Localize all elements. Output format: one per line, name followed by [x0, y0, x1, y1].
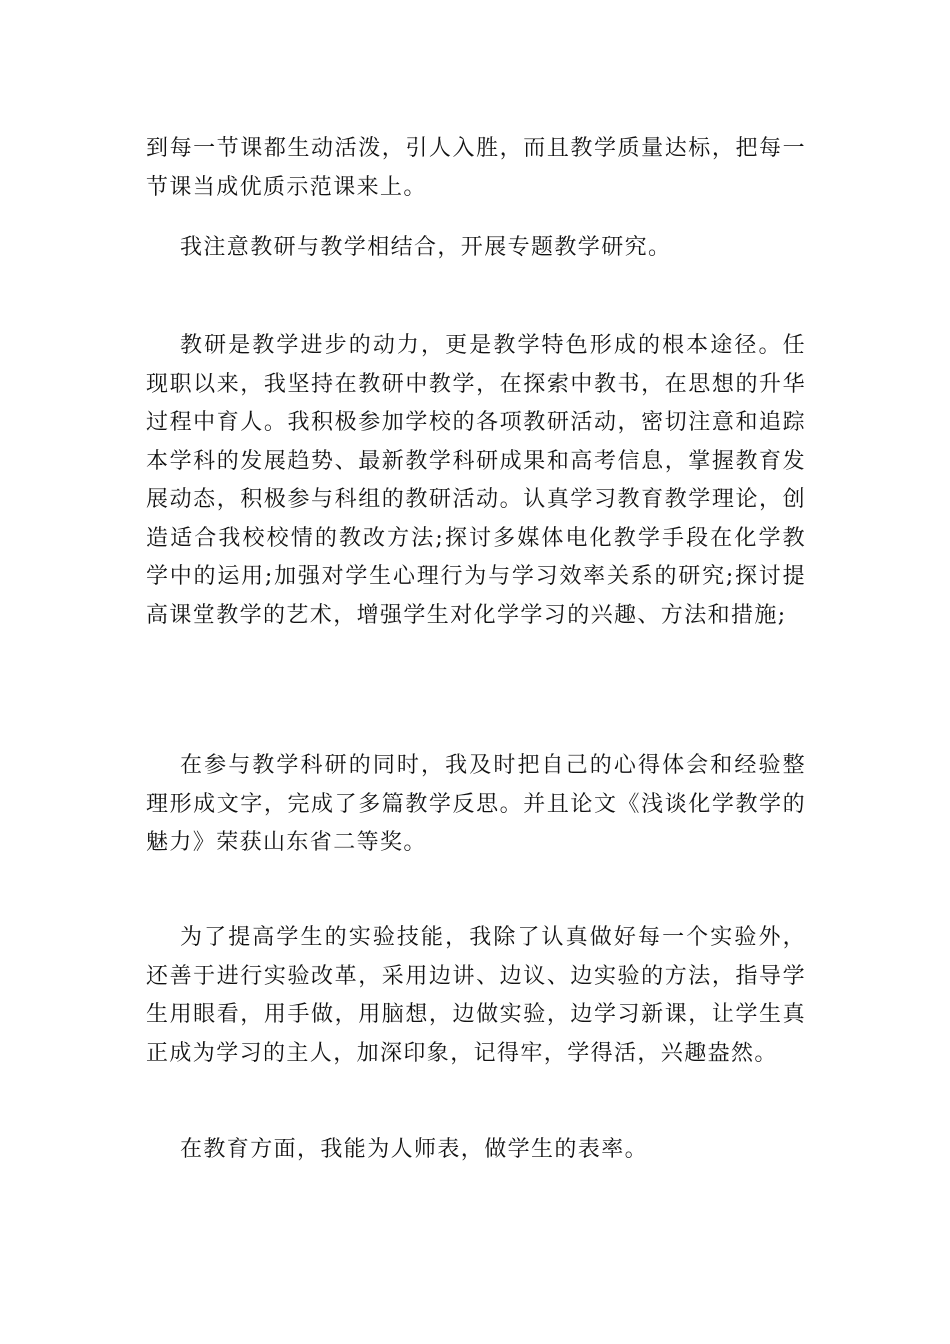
- paragraph-2: 我注意教研与教学相结合，开展专题教学研究。: [180, 235, 672, 260]
- paragraph-1: 到每一节课都生动活泼，引人入胜，而且教学质量达标，把每一节课当成优质示范课来上。: [146, 136, 806, 200]
- paragraph-4: 在参与教学科研的同时，我及时把自己的心得体会和经验整理形成文字，完成了多篇教学反思。并且论文《浅谈化学教学的魅力》荣获山东省二等奖。: [146, 753, 806, 855]
- paragraph-5: 为了提高学生的实验技能，我除了认真做好每一个实验外，还善于进行实验改革，采用边讲、边议、边实验的方法，指导学生用眼看，用手做，用脑想，边做实验，边学习新课，让学生真正成为学习的主人，加深印象，记得牢，学得活，兴趣盎然。: [146, 925, 806, 1066]
- paragraph-6: 在教育方面，我能为人师表，做学生的表率。: [180, 1137, 649, 1162]
- paragraph-3: 教研是教学进步的动力，更是教学特色形成的根本途径。任现职以来，我坚持在教研中教学，在探索中教书，在思想的升华过程中育人。我积极参加学校的各项教研活动，密切注意和追踪本学科的发展趋势、最新教学科研成果和高考信息，掌握教育发展动态，积极参与科组的教研活动。认真学习教育教学理论，创造适合我校校情的教改方法;探讨多媒体电化教学手段在化学教学中的运用;加强对学生心理行为与学习效率关系的研究;探讨提高课堂教学的艺术，增强学生对化学学习的兴趣、方法和措施;: [146, 333, 806, 628]
